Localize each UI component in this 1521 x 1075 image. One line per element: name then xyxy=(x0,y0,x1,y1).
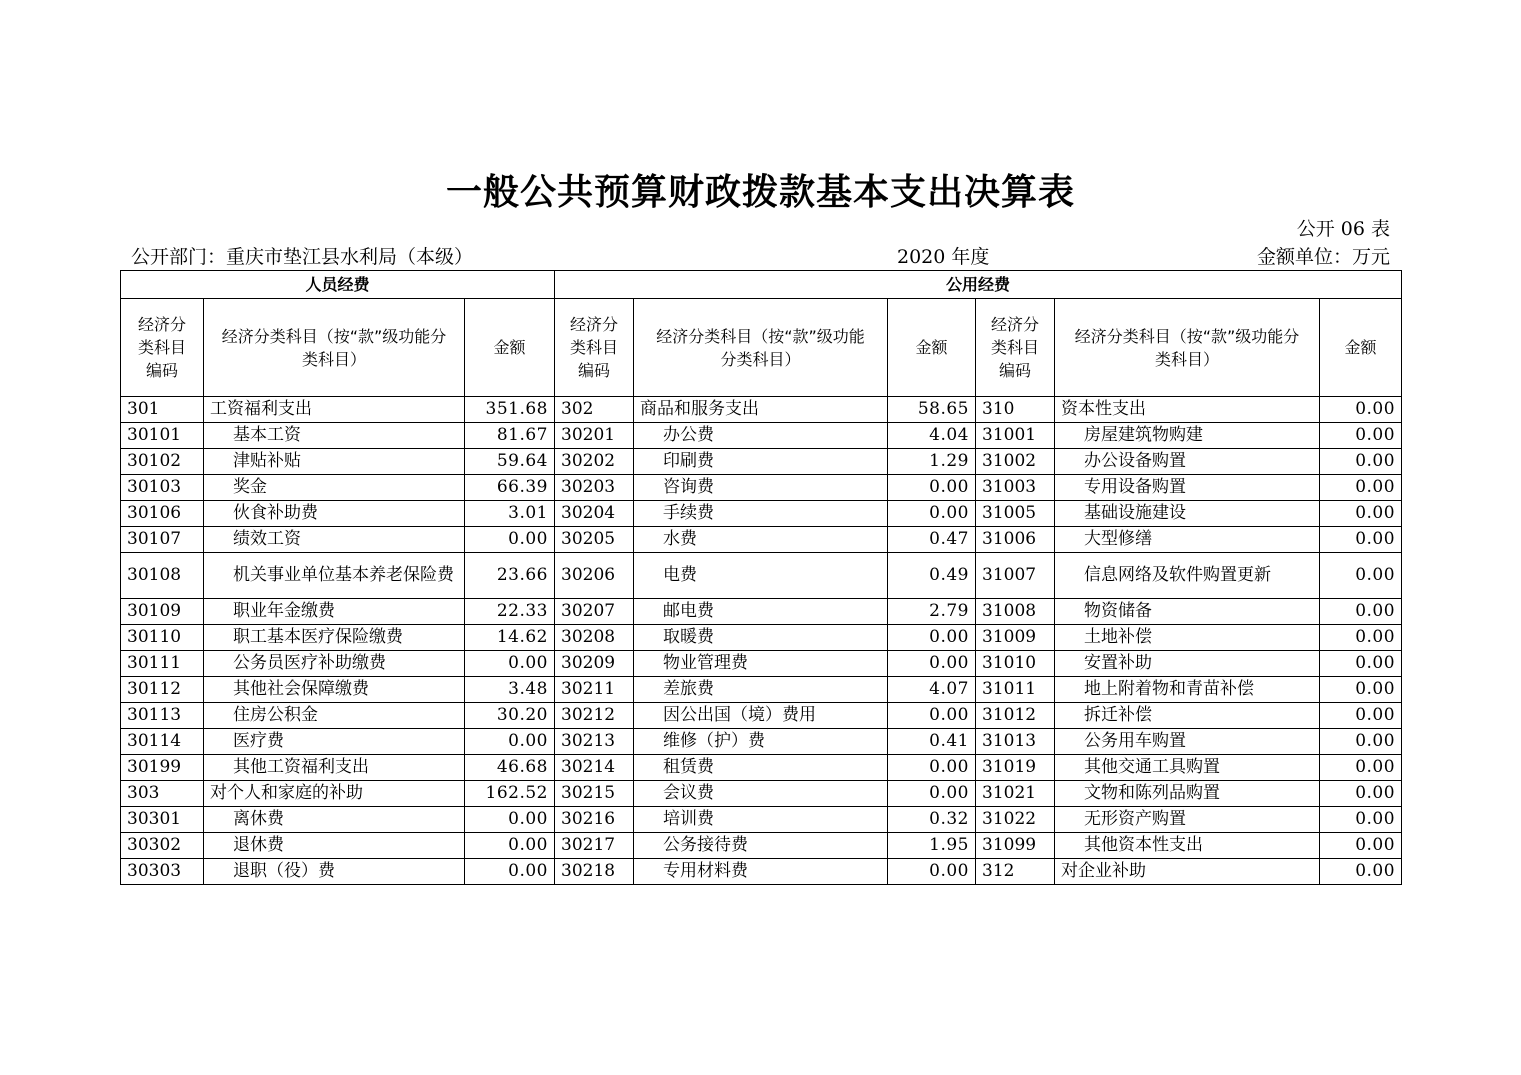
personnel-code: 30109 xyxy=(121,599,204,625)
capital-amount: 0.00 xyxy=(1320,755,1402,781)
capital-name: 其他交通工具购置 xyxy=(1055,755,1320,781)
personnel-code: 30113 xyxy=(121,703,204,729)
goods-amount: 0.00 xyxy=(888,781,976,807)
personnel-name: 机关事业单位基本养老保险费 xyxy=(204,553,465,599)
personnel-code: 30110 xyxy=(121,625,204,651)
table-row xyxy=(121,833,1402,859)
table-row xyxy=(121,475,1402,501)
goods-amount: 0.00 xyxy=(888,501,976,527)
personnel-amount: 0.00 xyxy=(465,807,555,833)
capital-amount: 0.00 xyxy=(1320,807,1402,833)
goods-code: 30208 xyxy=(555,625,634,651)
capital-code: 31010 xyxy=(976,651,1055,677)
personnel-code: 30102 xyxy=(121,449,204,475)
personnel-code: 30301 xyxy=(121,807,204,833)
capital-name: 无形资产购置 xyxy=(1055,807,1320,833)
capital-name: 公务用车购置 xyxy=(1055,729,1320,755)
capital-amount: 0.00 xyxy=(1320,703,1402,729)
group-header-personnel: 人员经费 xyxy=(121,271,555,299)
capital-amount: 0.00 xyxy=(1320,449,1402,475)
col-header-code: 经济分类科目编码 xyxy=(121,299,204,397)
goods-code: 30217 xyxy=(555,833,634,859)
personnel-code: 30106 xyxy=(121,501,204,527)
goods-code: 30216 xyxy=(555,807,634,833)
goods-code: 30213 xyxy=(555,729,634,755)
goods-code: 30205 xyxy=(555,527,634,553)
personnel-amount: 0.00 xyxy=(465,859,555,885)
page-title: 一般公共预算财政拨款基本支出决算表 xyxy=(445,172,1075,213)
capital-code: 31007 xyxy=(976,553,1055,599)
table-row xyxy=(121,781,1402,807)
table-row xyxy=(121,501,1402,527)
personnel-code: 30303 xyxy=(121,859,204,885)
personnel-code: 30112 xyxy=(121,677,204,703)
personnel-amount: 22.33 xyxy=(465,599,555,625)
personnel-name: 退休费 xyxy=(204,833,465,859)
goods-code: 30201 xyxy=(555,423,634,449)
expenditure-table xyxy=(120,270,1402,885)
goods-code: 30214 xyxy=(555,755,634,781)
table-row xyxy=(121,625,1402,651)
capital-code: 31006 xyxy=(976,527,1055,553)
goods-amount: 1.95 xyxy=(888,833,976,859)
capital-code: 31001 xyxy=(976,423,1055,449)
capital-code: 31019 xyxy=(976,755,1055,781)
capital-code: 31008 xyxy=(976,599,1055,625)
personnel-amount: 0.00 xyxy=(465,651,555,677)
goods-name: 物业管理费 xyxy=(634,651,888,677)
personnel-name: 住房公积金 xyxy=(204,703,465,729)
personnel-code: 30302 xyxy=(121,833,204,859)
goods-code: 30207 xyxy=(555,599,634,625)
capital-code: 31002 xyxy=(976,449,1055,475)
capital-amount: 0.00 xyxy=(1320,625,1402,651)
capital-code: 31099 xyxy=(976,833,1055,859)
department-label: 公开部门：重庆市垫江县水利局（本级） xyxy=(131,246,474,268)
personnel-name: 离休费 xyxy=(204,807,465,833)
personnel-code: 30114 xyxy=(121,729,204,755)
goods-code: 30215 xyxy=(555,781,634,807)
personnel-code: 30101 xyxy=(121,423,204,449)
goods-name: 商品和服务支出 xyxy=(634,397,888,423)
goods-code: 30202 xyxy=(555,449,634,475)
capital-code: 31013 xyxy=(976,729,1055,755)
goods-name: 手续费 xyxy=(634,501,888,527)
goods-amount: 0.00 xyxy=(888,859,976,885)
capital-amount: 0.00 xyxy=(1320,475,1402,501)
personnel-name: 医疗费 xyxy=(204,729,465,755)
goods-amount: 58.65 xyxy=(888,397,976,423)
goods-code: 302 xyxy=(555,397,634,423)
goods-amount: 0.00 xyxy=(888,651,976,677)
capital-code: 31009 xyxy=(976,625,1055,651)
goods-amount: 0.00 xyxy=(888,625,976,651)
goods-amount: 0.00 xyxy=(888,475,976,501)
goods-amount: 0.32 xyxy=(888,807,976,833)
personnel-code: 303 xyxy=(121,781,204,807)
personnel-name: 基本工资 xyxy=(204,423,465,449)
capital-amount: 0.00 xyxy=(1320,527,1402,553)
table-row xyxy=(121,527,1402,553)
col-header-name: 经济分类科目（按“款”级功能分类科目） xyxy=(1055,299,1320,397)
table-row xyxy=(121,449,1402,475)
personnel-amount: 162.52 xyxy=(465,781,555,807)
capital-amount: 0.00 xyxy=(1320,397,1402,423)
col-header-code: 经济分类科目编码 xyxy=(976,299,1055,397)
capital-name: 信息网络及软件购置更新 xyxy=(1055,553,1320,599)
capital-amount: 0.00 xyxy=(1320,553,1402,599)
personnel-name: 退职（役）费 xyxy=(204,859,465,885)
goods-name: 电费 xyxy=(634,553,888,599)
goods-amount: 0.00 xyxy=(888,703,976,729)
form-number: 公开 06 表 xyxy=(1296,218,1390,240)
col-header-amount: 金额 xyxy=(465,299,555,397)
goods-name: 因公出国（境）费用 xyxy=(634,703,888,729)
personnel-amount: 23.66 xyxy=(465,553,555,599)
personnel-code: 30111 xyxy=(121,651,204,677)
capital-name: 办公设备购置 xyxy=(1055,449,1320,475)
personnel-amount: 14.62 xyxy=(465,625,555,651)
personnel-name: 对个人和家庭的补助 xyxy=(204,781,465,807)
personnel-name: 伙食补助费 xyxy=(204,501,465,527)
table-row xyxy=(121,859,1402,885)
table-row xyxy=(121,729,1402,755)
capital-amount: 0.00 xyxy=(1320,501,1402,527)
capital-name: 专用设备购置 xyxy=(1055,475,1320,501)
goods-code: 30211 xyxy=(555,677,634,703)
fiscal-year: 2020 年度 xyxy=(897,246,990,268)
table-row xyxy=(121,553,1402,599)
table-row xyxy=(121,677,1402,703)
capital-name: 土地补偿 xyxy=(1055,625,1320,651)
personnel-code: 30103 xyxy=(121,475,204,501)
personnel-name: 工资福利支出 xyxy=(204,397,465,423)
goods-code: 30203 xyxy=(555,475,634,501)
goods-amount: 2.79 xyxy=(888,599,976,625)
table-row xyxy=(121,397,1402,423)
goods-amount: 0.41 xyxy=(888,729,976,755)
goods-amount: 4.07 xyxy=(888,677,976,703)
goods-name: 水费 xyxy=(634,527,888,553)
capital-name: 文物和陈列品购置 xyxy=(1055,781,1320,807)
goods-code: 30206 xyxy=(555,553,634,599)
capital-amount: 0.00 xyxy=(1320,599,1402,625)
personnel-name: 其他社会保障缴费 xyxy=(204,677,465,703)
goods-code: 30204 xyxy=(555,501,634,527)
table-row xyxy=(121,703,1402,729)
capital-amount: 0.00 xyxy=(1320,859,1402,885)
goods-name: 维修（护）费 xyxy=(634,729,888,755)
personnel-amount: 66.39 xyxy=(465,475,555,501)
goods-name: 会议费 xyxy=(634,781,888,807)
col-header-name: 经济分类科目（按“款”级功能分类科目） xyxy=(634,299,888,397)
goods-amount: 1.29 xyxy=(888,449,976,475)
personnel-amount: 3.01 xyxy=(465,501,555,527)
personnel-amount: 0.00 xyxy=(465,527,555,553)
capital-amount: 0.00 xyxy=(1320,833,1402,859)
table-row xyxy=(121,423,1402,449)
personnel-name: 奖金 xyxy=(204,475,465,501)
goods-name: 公务接待费 xyxy=(634,833,888,859)
goods-name: 印刷费 xyxy=(634,449,888,475)
col-header-amount: 金额 xyxy=(1320,299,1402,397)
personnel-name: 绩效工资 xyxy=(204,527,465,553)
col-header-code: 经济分类科目编码 xyxy=(555,299,634,397)
personnel-amount: 0.00 xyxy=(465,833,555,859)
goods-name: 培训费 xyxy=(634,807,888,833)
capital-amount: 0.00 xyxy=(1320,729,1402,755)
goods-name: 差旅费 xyxy=(634,677,888,703)
capital-name: 资本性支出 xyxy=(1055,397,1320,423)
goods-name: 租赁费 xyxy=(634,755,888,781)
capital-amount: 0.00 xyxy=(1320,651,1402,677)
capital-code: 310 xyxy=(976,397,1055,423)
goods-name: 办公费 xyxy=(634,423,888,449)
capital-code: 31003 xyxy=(976,475,1055,501)
personnel-name: 职工基本医疗保险缴费 xyxy=(204,625,465,651)
personnel-amount: 59.64 xyxy=(465,449,555,475)
col-header-name: 经济分类科目（按“款”级功能分类科目） xyxy=(204,299,465,397)
capital-code: 312 xyxy=(976,859,1055,885)
table-row xyxy=(121,599,1402,625)
capital-name: 安置补助 xyxy=(1055,651,1320,677)
capital-amount: 0.00 xyxy=(1320,423,1402,449)
col-header-amount: 金额 xyxy=(888,299,976,397)
capital-code: 31022 xyxy=(976,807,1055,833)
capital-name: 房屋建筑物购建 xyxy=(1055,423,1320,449)
personnel-code: 30199 xyxy=(121,755,204,781)
capital-name: 基础设施建设 xyxy=(1055,501,1320,527)
table-row xyxy=(121,651,1402,677)
capital-code: 31012 xyxy=(976,703,1055,729)
goods-name: 专用材料费 xyxy=(634,859,888,885)
goods-amount: 0.49 xyxy=(888,553,976,599)
amount-unit: 金额单位：万元 xyxy=(1256,246,1390,268)
group-header-public: 公用经费 xyxy=(555,271,1402,299)
personnel-code: 301 xyxy=(121,397,204,423)
capital-name: 拆迁补偿 xyxy=(1055,703,1320,729)
personnel-amount: 0.00 xyxy=(465,729,555,755)
personnel-amount: 3.48 xyxy=(465,677,555,703)
personnel-name: 公务员医疗补助缴费 xyxy=(204,651,465,677)
personnel-amount: 351.68 xyxy=(465,397,555,423)
capital-name: 其他资本性支出 xyxy=(1055,833,1320,859)
table-body xyxy=(121,397,1402,885)
capital-name: 对企业补助 xyxy=(1055,859,1320,885)
capital-amount: 0.00 xyxy=(1320,781,1402,807)
personnel-name: 其他工资福利支出 xyxy=(204,755,465,781)
goods-name: 邮电费 xyxy=(634,599,888,625)
personnel-code: 30107 xyxy=(121,527,204,553)
personnel-amount: 30.20 xyxy=(465,703,555,729)
goods-name: 取暖费 xyxy=(634,625,888,651)
goods-code: 30209 xyxy=(555,651,634,677)
capital-name: 地上附着物和青苗补偿 xyxy=(1055,677,1320,703)
capital-name: 物资储备 xyxy=(1055,599,1320,625)
personnel-code: 30108 xyxy=(121,553,204,599)
capital-code: 31005 xyxy=(976,501,1055,527)
personnel-amount: 81.67 xyxy=(465,423,555,449)
personnel-name: 职业年金缴费 xyxy=(204,599,465,625)
goods-code: 30218 xyxy=(555,859,634,885)
goods-amount: 0.00 xyxy=(888,755,976,781)
table-row xyxy=(121,755,1402,781)
personnel-amount: 46.68 xyxy=(465,755,555,781)
goods-amount: 4.04 xyxy=(888,423,976,449)
capital-code: 31011 xyxy=(976,677,1055,703)
goods-name: 咨询费 xyxy=(634,475,888,501)
capital-code: 31021 xyxy=(976,781,1055,807)
personnel-name: 津贴补贴 xyxy=(204,449,465,475)
goods-code: 30212 xyxy=(555,703,634,729)
capital-amount: 0.00 xyxy=(1320,677,1402,703)
goods-amount: 0.47 xyxy=(888,527,976,553)
table-row xyxy=(121,807,1402,833)
capital-name: 大型修缮 xyxy=(1055,527,1320,553)
